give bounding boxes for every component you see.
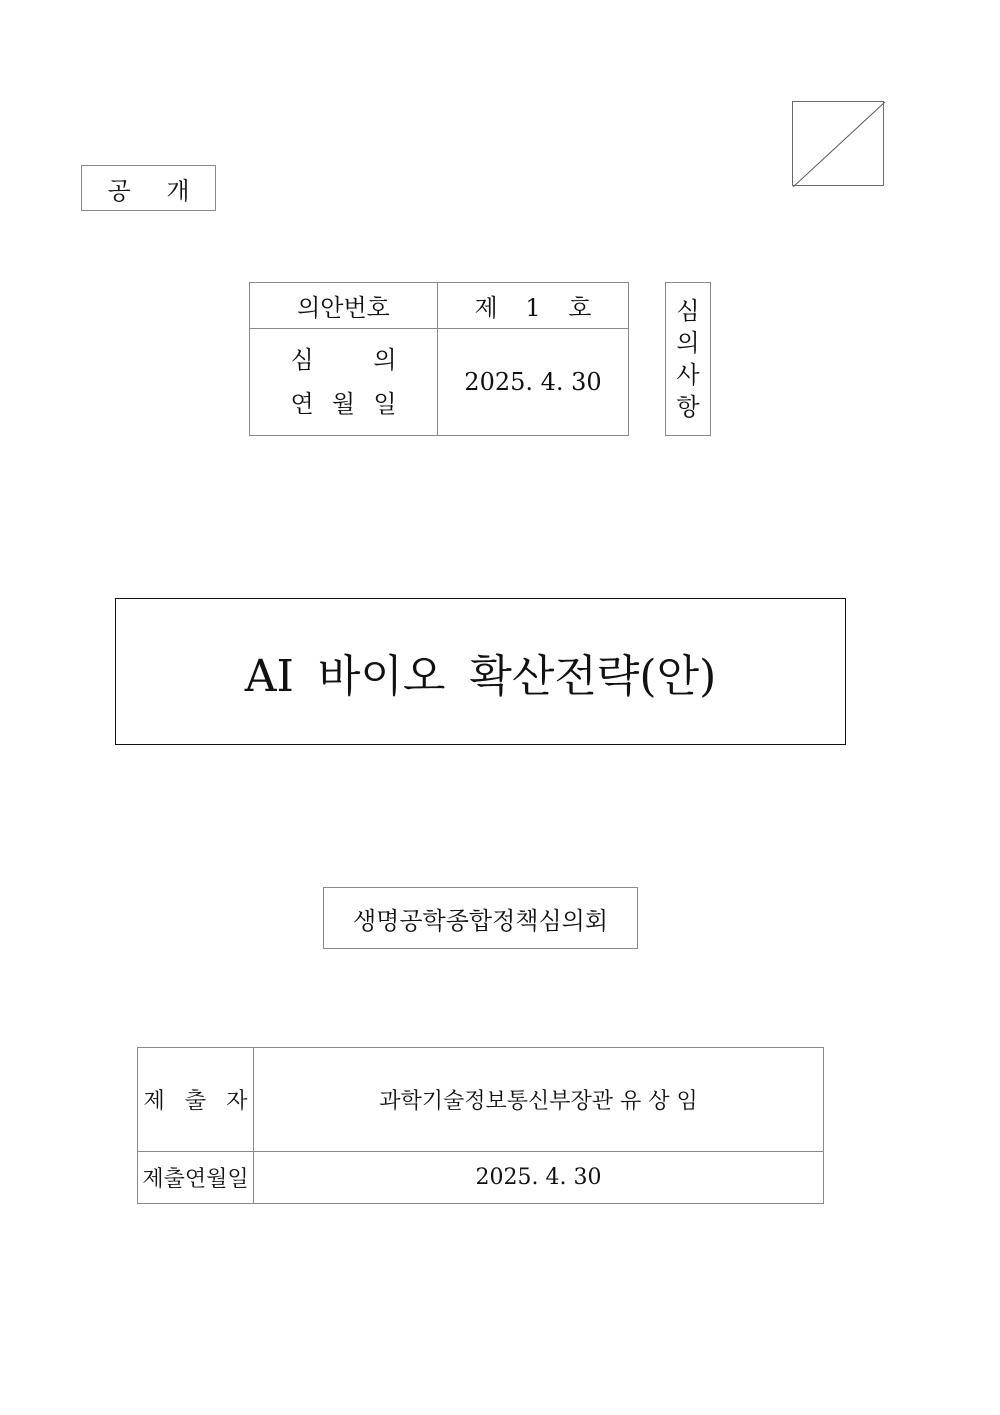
submitter-value: 과학기술정보통신부장관 유 상 임 [254,1048,823,1152]
submission-table [137,1047,824,1204]
agenda-info-table [249,282,629,436]
agenda-number-value: 제 1 호 [438,283,628,329]
committee-name: 생명공학종합정책심의회 [352,906,609,935]
agenda-date-label-line2: 연 월 일 [290,390,397,418]
agenda-date-label-line1: 심 의 [290,346,397,374]
stamp-box [792,101,884,186]
agenda-number-label: 의안번호 [250,283,438,329]
submission-date-label: 제출연월일 [138,1152,254,1203]
diagonal-line-icon [793,102,885,187]
agenda-date-label [250,329,438,435]
disclosure-label [81,165,216,211]
agenda-category-vertical: 심 의 사 항 [665,282,711,436]
document-title: AI 바이오 확산전략(안) [244,650,717,702]
document-title-box [115,598,846,745]
disclosure-label-text: 공 개 [107,176,204,205]
submission-date-value: 2025. 4. 30 [475,1165,602,1190]
submitter-label: 제 출 자 [138,1048,254,1152]
agenda-date-value: 2025. 4. 30 [464,368,602,396]
committee-box [323,887,638,949]
